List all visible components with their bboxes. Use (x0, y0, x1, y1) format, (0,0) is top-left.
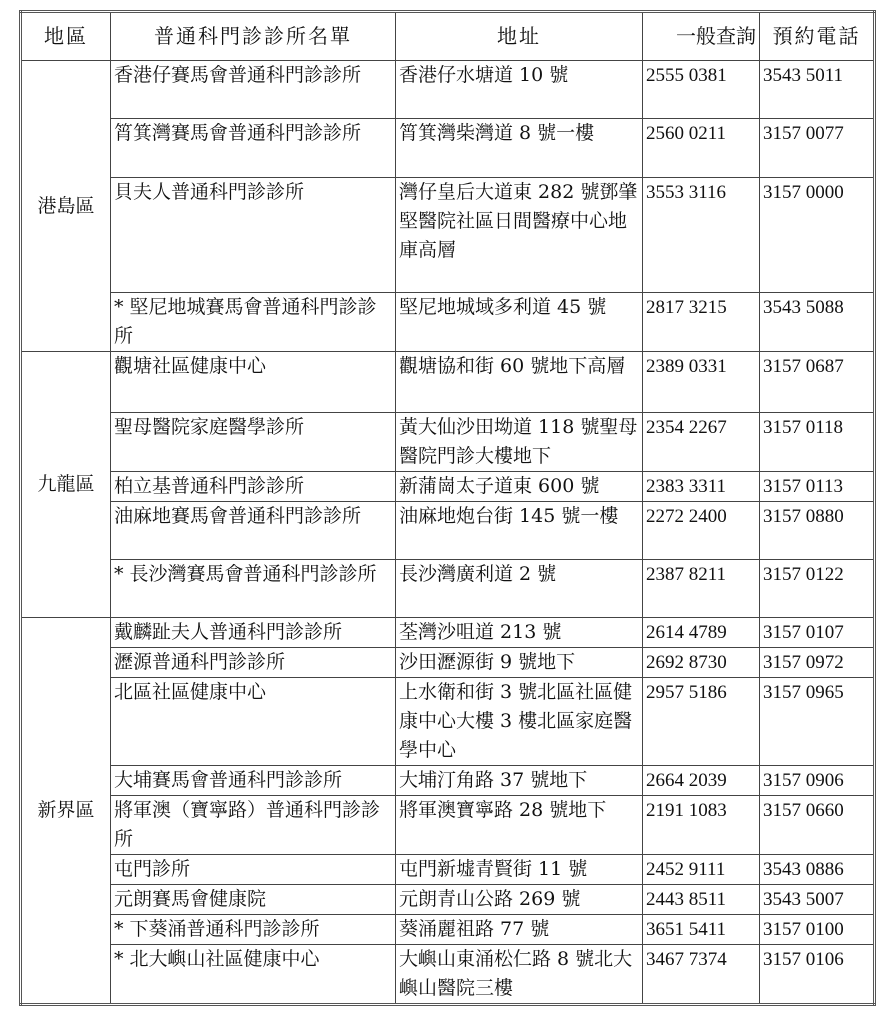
enquiry-phone: 2614 4789 (643, 618, 760, 648)
enquiry-phone: 2560 0211 (643, 119, 760, 178)
clinic-address: 灣仔皇后大道東 282 號鄧肇堅醫院社區日間醫療中心地庫高層 (396, 178, 643, 293)
enquiry-phone: 2383 3311 (643, 472, 760, 502)
table-row (21, 618, 875, 648)
enquiry-phone: 2692 8730 (643, 648, 760, 678)
clinic-name: 貝夫人普通科門診診所 (111, 178, 396, 293)
table-row (21, 885, 875, 915)
table-row (21, 560, 875, 618)
table-row (21, 178, 875, 293)
clinic-address: 香港仔水塘道 10 號 (396, 61, 643, 119)
appointment-phone: 3157 0100 (760, 915, 875, 945)
region-cell: 九龍區 (21, 352, 111, 618)
table-row (21, 796, 875, 855)
table-row (21, 855, 875, 885)
enquiry-phone: 2443 8511 (643, 885, 760, 915)
clinic-address: 屯門新墟青賢街 11 號 (396, 855, 643, 885)
clinic-name: 瀝源普通科門診診所 (111, 648, 396, 678)
header-general-enquiry: 一般查詢 (643, 12, 760, 61)
appointment-phone: 3157 0880 (760, 502, 875, 560)
table-row (21, 352, 875, 413)
appointment-phone: 3157 0113 (760, 472, 875, 502)
appointment-phone: 3157 0687 (760, 352, 875, 413)
appointment-phone: 3157 0965 (760, 678, 875, 766)
clinic-address: 荃灣沙咀道 213 號 (396, 618, 643, 648)
clinic-address: 大埔汀角路 37 號地下 (396, 766, 643, 796)
table-row (21, 945, 875, 1005)
clinic-name: 將軍澳（寶寧路）普通科門診診所 (111, 796, 396, 855)
appointment-phone: 3157 0000 (760, 178, 875, 293)
table-row (21, 61, 875, 119)
enquiry-phone: 2957 5186 (643, 678, 760, 766)
region-cell: 港島區 (21, 61, 111, 352)
clinic-address: 大嶼山東涌松仁路 8 號北大嶼山醫院三樓 (396, 945, 643, 1005)
appointment-phone: 3157 0906 (760, 766, 875, 796)
appointment-phone: 3543 5011 (760, 61, 875, 119)
enquiry-phone: 3651 5411 (643, 915, 760, 945)
clinic-address: 堅尼地城域多利道 45 號 (396, 293, 643, 352)
region-cell: 新界區 (21, 618, 111, 1005)
enquiry-phone: 2354 2267 (643, 413, 760, 472)
clinic-address: 黃大仙沙田坳道 118 號聖母醫院門診大樓地下 (396, 413, 643, 472)
clinic-name: 聖母醫院家庭醫學診所 (111, 413, 396, 472)
clinic-address: 長沙灣廣利道 2 號 (396, 560, 643, 618)
clinic-address: 元朗青山公路 269 號 (396, 885, 643, 915)
table-row (21, 472, 875, 502)
clinic-address: 上水衛和街 3 號北區社區健康中心大樓 3 樓北區家庭醫學中心 (396, 678, 643, 766)
table-row (21, 413, 875, 472)
header-row (21, 12, 875, 61)
appointment-phone: 3157 0660 (760, 796, 875, 855)
appointment-phone: 3157 0106 (760, 945, 875, 1005)
clinic-table (19, 10, 876, 1006)
clinic-address: 新蒲崗太子道東 600 號 (396, 472, 643, 502)
appointment-phone: 3543 5088 (760, 293, 875, 352)
table-row (21, 915, 875, 945)
table-row (21, 119, 875, 178)
clinic-name: 北區社區健康中心 (111, 678, 396, 766)
appointment-phone: 3157 0972 (760, 648, 875, 678)
appointment-phone: 3157 0077 (760, 119, 875, 178)
header-clinic-name: 普通科門診診所名單 (111, 12, 396, 61)
clinic-address: 筲箕灣柴灣道 8 號一樓 (396, 119, 643, 178)
table-row (21, 293, 875, 352)
clinic-name: 屯門診所 (111, 855, 396, 885)
clinic-name: 觀塘社區健康中心 (111, 352, 396, 413)
appointment-phone: 3543 0886 (760, 855, 875, 885)
appointment-phone: 3157 0118 (760, 413, 875, 472)
enquiry-phone: 2387 8211 (643, 560, 760, 618)
enquiry-phone: 2817 3215 (643, 293, 760, 352)
table-row (21, 766, 875, 796)
clinic-name: * 下葵涌普通科門診診所 (111, 915, 396, 945)
enquiry-phone: 2664 2039 (643, 766, 760, 796)
table-row (21, 678, 875, 766)
clinic-address: 葵涌麗祖路 77 號 (396, 915, 643, 945)
header-appointment-phone: 預約電話 (760, 12, 875, 61)
clinic-name: * 北大嶼山社區健康中心 (111, 945, 396, 1005)
clinic-name: 戴麟趾夫人普通科門診診所 (111, 618, 396, 648)
header-region: 地區 (21, 12, 111, 61)
enquiry-phone: 2452 9111 (643, 855, 760, 885)
clinic-name: * 堅尼地城賽馬會普通科門診診所 (111, 293, 396, 352)
header-address: 地址 (396, 12, 643, 61)
appointment-phone: 3157 0107 (760, 618, 875, 648)
clinic-address: 觀塘協和街 60 號地下高層 (396, 352, 643, 413)
clinic-name: 筲箕灣賽馬會普通科門診診所 (111, 119, 396, 178)
clinic-name: * 長沙灣賽馬會普通科門診診所 (111, 560, 396, 618)
table-row (21, 502, 875, 560)
enquiry-phone: 2555 0381 (643, 61, 760, 119)
enquiry-phone: 2389 0331 (643, 352, 760, 413)
enquiry-phone: 2272 2400 (643, 502, 760, 560)
clinic-name: 香港仔賽馬會普通科門診診所 (111, 61, 396, 119)
clinic-address: 將軍澳寶寧路 28 號地下 (396, 796, 643, 855)
appointment-phone: 3157 0122 (760, 560, 875, 618)
enquiry-phone: 3553 3116 (643, 178, 760, 293)
clinic-name: 元朗賽馬會健康院 (111, 885, 396, 915)
enquiry-phone: 2191 1083 (643, 796, 760, 855)
enquiry-phone: 3467 7374 (643, 945, 760, 1005)
table-row (21, 648, 875, 678)
appointment-phone: 3543 5007 (760, 885, 875, 915)
clinic-name: 油麻地賽馬會普通科門診診所 (111, 502, 396, 560)
clinic-address: 油麻地炮台街 145 號一樓 (396, 502, 643, 560)
clinic-name: 大埔賽馬會普通科門診診所 (111, 766, 396, 796)
clinic-address: 沙田瀝源街 9 號地下 (396, 648, 643, 678)
clinic-name: 柏立基普通科門診診所 (111, 472, 396, 502)
